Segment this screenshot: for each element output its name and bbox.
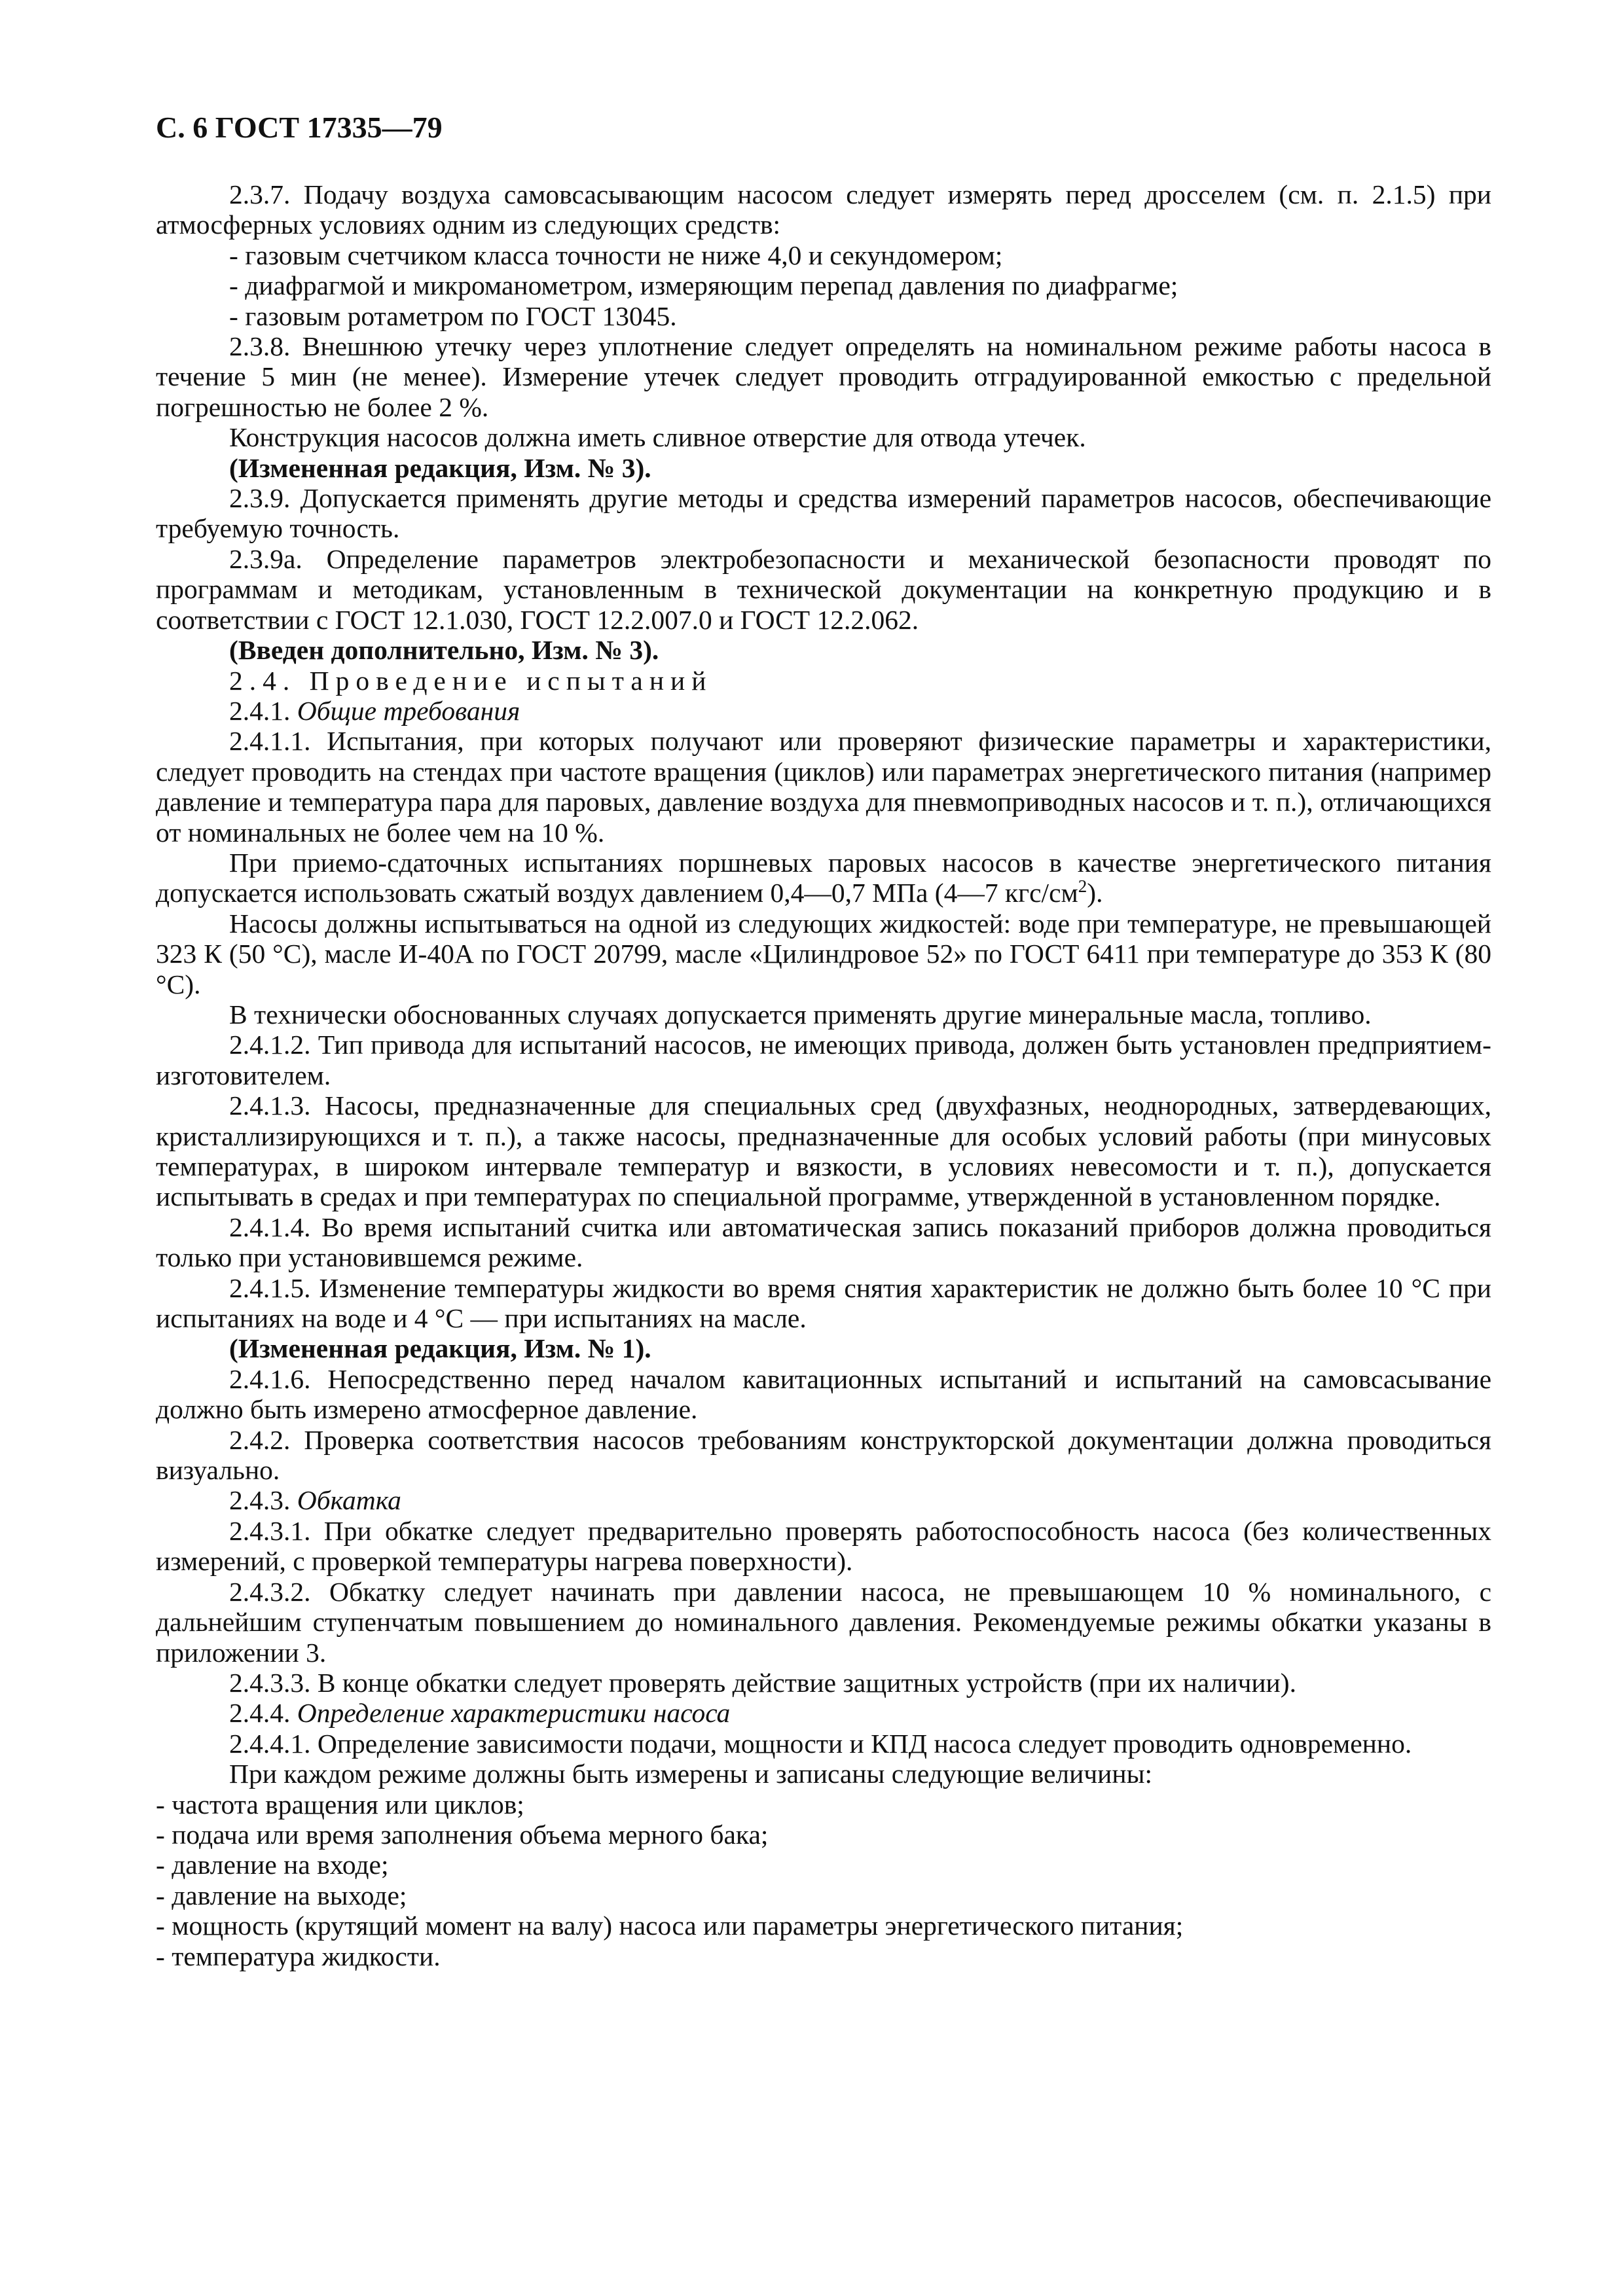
paragraph-2-4-1-3: 2.4.1.3. Насосы, предназначенные для специальных сред (двухфазных, неоднородных, затвердевающих, кристаллизирующихся и т. п.), а также насосы, предназначенные для особых условий работы (при минусовых температурах, в широком интервале температур и вязкости, в условиях невесомости и т. п.), допускается испытывать в средах и при температурах по специальной программе, утвержденной в установленном порядке. xyxy=(156,1090,1491,1212)
document-body xyxy=(156,179,1491,1971)
paragraph-2-4-1-5: 2.4.1.5. Изменение температуры жидкости во время снятия характеристик не должно быть более 10 °С при испытаниях на воде и 4 °С — при испытаниях на масле. xyxy=(156,1272,1491,1334)
paragraph-2-3-8: 2.3.8. Внешнюю утечку через уплотнение следует определять на номинальном режиме работы насоса в течение 5 мин (не менее). Измерение утечек следует проводить отградуированной емкостью с предельной погрешностью не более 2 %. xyxy=(156,331,1491,422)
paragraph-2-4-1-6: 2.4.1.6. Непосредственно перед началом кавитационных испытаний и испытаний на самовсасывание должно быть измерено атмосферное давление. xyxy=(156,1363,1491,1425)
subsection-number: 2.4.4. xyxy=(229,1698,291,1729)
paragraph-2-4-1-2: 2.4.1.2. Тип привода для испытаний насосов, не имеющих привода, должен быть установлен предприятием-изготовителем. xyxy=(156,1030,1491,1090)
subsection-number: 2.4.3. xyxy=(229,1485,291,1516)
list-item: - газовым счетчиком класса точности не ниже 4,0 и секундомером; xyxy=(229,240,1003,270)
subsection-title: Определение характеристики насоса xyxy=(297,1698,731,1729)
page-header: С. 6 ГОСТ 17335—79 xyxy=(156,111,443,144)
list-item: - давление на выходе; xyxy=(156,1880,407,1910)
subsection-title: Общие требования xyxy=(297,695,520,726)
paragraph-acceptance-tests xyxy=(156,848,1491,908)
paragraph-text: ). xyxy=(1087,878,1103,908)
paragraph-measured-values: При каждом режиме должны быть измерены и записаны следующие величины: xyxy=(229,1759,1152,1789)
paragraph-text: При приемо-сдаточных испытаниях поршневых паровых насосов в качестве энергетического питания допускается использовать сжатый воздух давлением 0,4—0,7 МПа (4—7 кгс/см xyxy=(156,847,1491,908)
paragraph-2-4-4-1: 2.4.4.1. Определение зависимости подачи, мощности и КПД насоса следует проводить одновременно. xyxy=(229,1728,1412,1759)
list-item: - подача или время заполнения объема мерного бака; xyxy=(156,1819,769,1850)
paragraph-2-4-2: 2.4.2. Проверка соответствия насосов требованиям конструкторской документации должна проводиться визуально. xyxy=(156,1424,1491,1486)
paragraph-construction: Конструкция насосов должна иметь сливное отверстие для отвода утечек. xyxy=(229,422,1086,453)
paragraph-2-4-1-4: 2.4.1.4. Во время испытаний считка или автоматическая запись показаний приборов должна проводиться только при установившемся режиме. xyxy=(156,1211,1491,1273)
amendment-note: (Введен дополнительно, Изм. № 3). xyxy=(229,635,659,666)
paragraph-other-oils: В технически обоснованных случаях допускается применять другие минеральные масла, топливо. xyxy=(229,999,1372,1030)
list-item: - температура жидкости. xyxy=(156,1941,441,1971)
paragraph-2-4-3-2: 2.4.3.2. Обкатку следует начинать при давлении насоса, не превышающем 10 % номинального, с дальнейшим ступенчатым повышением до номинального давления. Рекомендуемые режимы обкатки указаны в приложении 3. xyxy=(156,1576,1491,1668)
list-item: - давление на входе; xyxy=(156,1850,389,1880)
list-item: - мощность (крутящий момент на валу) насоса или параметры энергетического питания; xyxy=(156,1910,1184,1941)
paragraph-2-3-9: 2.3.9. Допускается применять другие методы и средства измерений параметров насосов, обеспечивающие требуемую точность. xyxy=(156,483,1491,544)
paragraph-test-liquids: Насосы должны испытываться на одной из следующих жидкостей: воде при температуре, не превышающей 323 К (50 °С), масле И-40А по ГОСТ 20799, масле «Цилиндровое 52» по ГОСТ 6411 при температуре до 353 К (80 °С). xyxy=(156,908,1491,999)
subsection-heading-2-4-1 xyxy=(156,696,1491,726)
list-item: - газовым ротаметром по ГОСТ 13045. xyxy=(229,300,677,331)
subsection-number: 2.4.1. xyxy=(229,695,291,726)
subsection-heading-2-4-4 xyxy=(156,1698,1491,1728)
paragraph-2-4-1-1: 2.4.1.1. Испытания, при которых получают или проверяют физические параметры и характеристики, следует проводить на стендах при частоте вращения (циклов) или параметрах энергетического питания (например давление и температура пара для паровых, давление воздуха для пневмоприводных насосов и т. п.), отличающихся от номинальных не более чем на 10 %. xyxy=(156,726,1491,848)
list-item: - диафрагмой и микроманометром, измеряющим перепад давления по диафрагме; xyxy=(229,270,1178,301)
superscript: 2 xyxy=(1078,876,1087,897)
amendment-note: (Измененная редакция, Изм. № 3). xyxy=(229,452,651,483)
paragraph-2-4-3-1: 2.4.3.1. При обкатке следует предварительно проверять работоспособность насоса (без количественных измерений, с проверкой температуры нагрева поверхности). xyxy=(156,1515,1491,1577)
section-heading-2-4: 2.4. Проведение испытаний xyxy=(229,665,713,696)
list-item: - частота вращения или циклов; xyxy=(156,1789,524,1820)
paragraph-2-3-7: 2.3.7. Подачу воздуха самовсасывающим насосом следует измерять перед дросселем (см. п. 2.1.5) при атмосферных условиях одним из следующих средств: xyxy=(156,179,1491,240)
paragraph-2-3-9a: 2.3.9а. Определение параметров электробезопасности и механической безопасности проводят по программам и методикам, установленным в технической документации на конкретную продукцию и в соответствии с ГОСТ 12.1.030, ГОСТ 12.2.007.0 и ГОСТ 12.2.062. xyxy=(156,543,1491,635)
subsection-heading-2-4-3 xyxy=(156,1485,1491,1515)
amendment-note: (Измененная редакция, Изм. № 1). xyxy=(229,1333,651,1364)
subsection-title: Обкатка xyxy=(297,1485,401,1516)
paragraph-2-4-3-3: 2.4.3.3. В конце обкатки следует проверять действие защитных устройств (при их наличии). xyxy=(229,1667,1296,1698)
